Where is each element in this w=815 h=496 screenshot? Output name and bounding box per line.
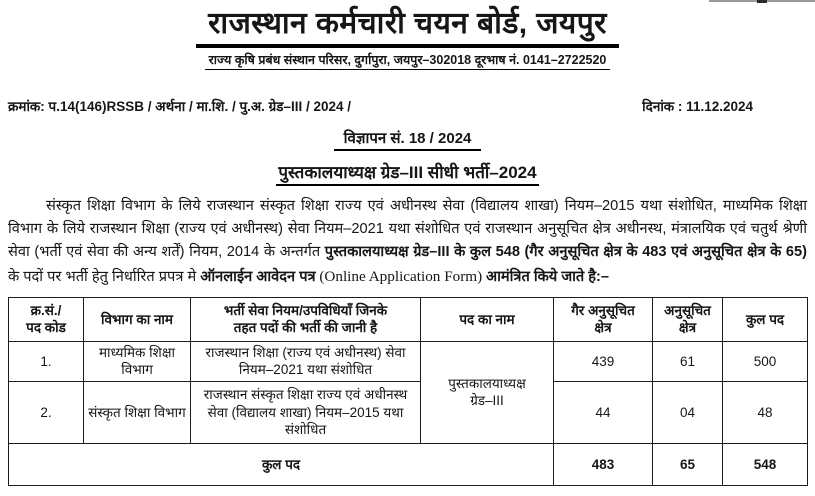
cropped-top-edge-artifact [709, 0, 815, 2]
advertisement-number: विज्ञापन सं. 18 / 2024 [334, 128, 482, 151]
header-sno-post-code [9, 297, 84, 341]
header-rules-line1: भर्ती सेवा नियम/उपविधियॉं जिनके [223, 302, 388, 318]
header-non-scheduled-area [554, 297, 653, 341]
reference-row [0, 97, 815, 115]
header-non-scheduled-line1: गैर अनुसूचित [571, 302, 635, 318]
letterhead [0, 0, 815, 70]
cell-total-scheduled: 65 [653, 443, 723, 485]
cell-total-1: 500 [723, 341, 808, 381]
header-department: विभाग का नाम [84, 297, 191, 341]
header-total-posts: कुल पद [723, 297, 808, 341]
cell-non-scheduled-2: 44 [554, 381, 653, 443]
header-sno-line2: पद कोड [26, 320, 66, 336]
table-row-secondary-education [9, 341, 808, 381]
cell-total-label: कुल पद [9, 443, 554, 485]
table-header-row [9, 297, 808, 341]
header-scheduled-area [653, 297, 723, 341]
org-title: राजस्थान कर्मचारी चयन बोर्ड, जयपुर [196, 7, 619, 48]
paragraph-middle: के पदों पर भर्ती हेतु निर्धारित प्रपत्र मे [8, 268, 201, 285]
paragraph-intro: संस्कृत शिक्षा विभाग के लिये राजस्थान संस्कृत शिक्षा राज्य एवं अधीनस्थ सेवा (विद्यालय शाखा) नियम–2015 यथा संशोधित, माध्यमिक शिक्षा विभाग के लिये राजस्थान शिक्षा (राज्य एवं अधीनस्थ) सेवा नियम–2021 यथा संशोधित एवं राजस्थान अनुसूचित क्षेत्र अधीनस्थ, मंत्रालयिक एवं चतुर्थ श्रेणी सेवा (भर्ती एवं सेवा की अन्य शर्तें) नियम, 2014 के अन्तर्गत [8, 197, 807, 261]
post-name-line1: पुस्तकालयाध्यक्ष [448, 375, 526, 391]
notification-paragraph [8, 195, 807, 289]
issue-date: दिनांक : 11.12.2024 [642, 98, 753, 114]
reference-number: क्रमांक: प.14(146)RSSB / अर्थना / मा.शि. / पु.अ. ग्रेड–III / 2024 / [8, 98, 352, 114]
cell-dept-2: संस्कृत शिक्षा विभाग [84, 381, 191, 443]
cell-total-non-scheduled: 483 [554, 443, 653, 485]
cell-grand-total: 548 [723, 443, 808, 485]
recruitment-subject: पुस्तकालयाध्यक्ष ग्रेड–III सीधी भर्ती–2024 [276, 160, 538, 186]
cell-dept-1: माध्यमिक शिक्षा विभाग [84, 341, 191, 381]
cell-post-name-merged [421, 341, 554, 443]
header-scheduled-line2: क्षेत्र [678, 320, 697, 336]
cell-rules-2: राजस्थान संस्कृत शिक्षा राज्य एवं अधीनस्थ सेवा (विद्यालय शाखा) नियम–2015 यथा संशोधित [191, 381, 421, 443]
post-name-line2: ग्रेड–III [470, 393, 504, 409]
cell-non-scheduled-1: 439 [554, 341, 653, 381]
cell-scheduled-1: 61 [653, 341, 723, 381]
header-scheduled-line1: अनुसूचित [664, 302, 711, 318]
table-row-sanskrit-education [9, 381, 808, 443]
header-sno-line1: क्र.सं./ [30, 302, 62, 318]
paragraph-latin-online-application: (Online Application Form) [315, 267, 486, 285]
cell-sno-1: 1. [9, 341, 84, 381]
cell-scheduled-2: 04 [653, 381, 723, 443]
paragraph-bold-invitation: आमंत्रित किये जाते है:– [485, 268, 610, 285]
header-post-name: पद का नाम [421, 297, 554, 341]
vacancy-table [8, 297, 808, 486]
cell-total-2: 48 [723, 381, 808, 443]
paragraph-bold-post-count: पुस्तकालयाध्यक्ष ग्रेड–III के कुल 548 (गैर अनुसूचित क्षेत्र के 483 एवं अनुसूचित क्षेत्र के 65) [324, 244, 807, 261]
org-address: राज्य कृषि प्रबंध संस्थान परिसर, दुर्गापुरा, जयपुर–302018 दूरभाष नं. 0141–2722520 [205, 51, 611, 70]
header-service-rules [191, 297, 421, 341]
header-rules-line2: तहत पदों की भर्ती की जानी है [233, 320, 378, 336]
header-non-scheduled-line2: क्षेत्र [594, 320, 612, 336]
paragraph-bold-online-form: ऑनलाईन आवेदन पत्र [200, 268, 316, 285]
cell-sno-2: 2. [9, 381, 84, 443]
cell-rules-1: राजस्थान शिक्षा (राज्य एवं अधीनस्थ) सेवा नियम–2021 यथा संशोधित [191, 341, 421, 381]
advertisement-number-row [0, 128, 815, 151]
cropped-top-edge-notch [757, 0, 767, 3]
subject-row [0, 160, 815, 186]
table-total-row [9, 443, 808, 485]
